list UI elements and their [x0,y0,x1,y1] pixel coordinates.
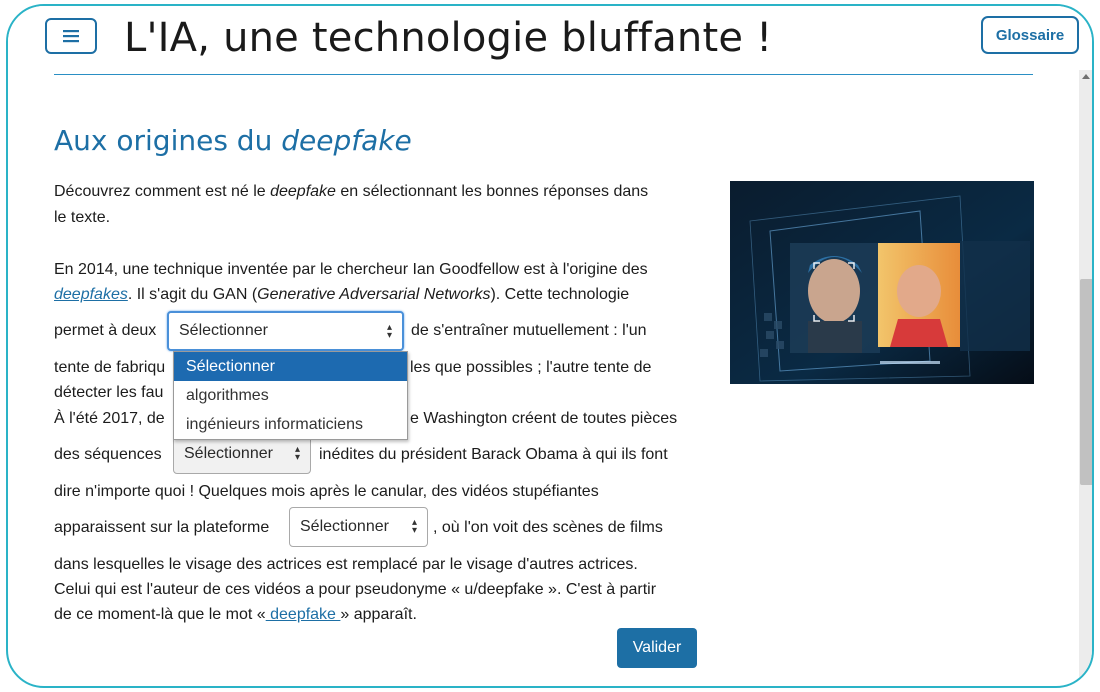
deepfake-illustration-art [730,181,1034,384]
scroll-up-arrow-icon[interactable] [1082,74,1090,79]
menu-button[interactable] [45,18,97,54]
para-line-6a: À l'été 2017, de [54,410,165,427]
select-3-value: Sélectionner [300,518,389,535]
app-frame [6,4,1094,688]
para-line-11: Celui qui est l'auteur de ces vidéos a pour pseudonyme « u/deepfake ». C'est à partir [54,581,657,598]
intro-line-2: le texte. [54,209,111,226]
header-divider [54,74,1033,75]
select-2-value: Sélectionner [184,445,273,462]
para-line-6b: e Washington créent de toutes pièces [410,410,678,427]
para-line-10: dans lesquelles le visage des actrices est remplacé par le visage d'autres actrices. [54,556,638,573]
intro-text-end: en sélectionnant les bonnes réponses dans [335,183,649,200]
select-1-dropdown [173,351,408,440]
vertical-scrollbar[interactable] [1079,70,1094,688]
intro-em: deepfake [270,183,336,200]
validate-button[interactable]: Valider [617,628,697,668]
para-line-2 [54,284,629,306]
select-1-value: Sélectionner [179,322,268,339]
para-text: . Il s'agit du GAN ( [127,286,258,303]
scrollbar-thumb[interactable] [1080,279,1093,485]
para-line-7a: des séquences [54,446,162,463]
header [8,6,1092,70]
para-text-end: » apparaît. [340,606,417,623]
para-line-9a: apparaissent sur la plateforme [54,519,270,536]
app-title: L'IA, une technologie bluffante ! [124,15,773,61]
para-line-3a: permet à deux [54,322,157,339]
hamburger-menu-icon [62,29,80,43]
para-line-1: En 2014, une technique inventée par le chercheur Ian Goodfellow est à l'origine des [54,261,648,278]
para-line-4a: tente de fabriqu [54,359,166,376]
answer-select-3[interactable] [289,507,428,547]
para-line-7b: inédites du président Barack Obama à qui ils font [319,446,668,463]
updown-arrows-icon: ▴ ▾ [294,444,300,463]
glossary-button[interactable]: Glossaire [981,16,1079,54]
para-line-12 [54,604,417,626]
section-title [54,124,412,157]
section-title-prefix: Aux origines du [54,124,282,157]
answer-select-2[interactable] [173,434,311,474]
updown-arrows-icon: ▴ ▾ [411,517,417,536]
para-line-8: dire n'importe quoi ! Quelques mois après le canular, des vidéos stupéfiantes [54,483,599,500]
gan-em: Generative Adversarial Networks [257,286,491,303]
updown-arrows-icon: ▴ ▾ [386,322,392,341]
dropdown-option[interactable]: ingénieurs informaticiens [186,416,363,433]
section-title-em: deepfake [281,124,412,157]
dropdown-option[interactable]: Sélectionner [174,352,407,381]
para-line-4b: les que possibles ; l'autre tente de [410,359,652,376]
deepfakes-link[interactable]: deepfakes [54,286,128,303]
para-text: de ce moment-là que le mot « [54,606,266,623]
para-line-3b: de s'entraîner mutuellement : l'un [411,322,647,339]
para-line-9b: , où l'on voit des scènes de films [433,519,663,536]
dropdown-option[interactable]: algorithmes [186,387,269,404]
para-text-end: ). Cette technologie [490,286,630,303]
intro-line-1 [54,181,648,203]
answer-select-1[interactable] [167,311,404,351]
deepfake-illustration [730,181,1034,384]
deepfake-link[interactable]: deepfake [265,606,341,623]
intro-text: Découvrez comment est né le [54,183,271,200]
para-line-5: détecter les fau [54,384,164,401]
